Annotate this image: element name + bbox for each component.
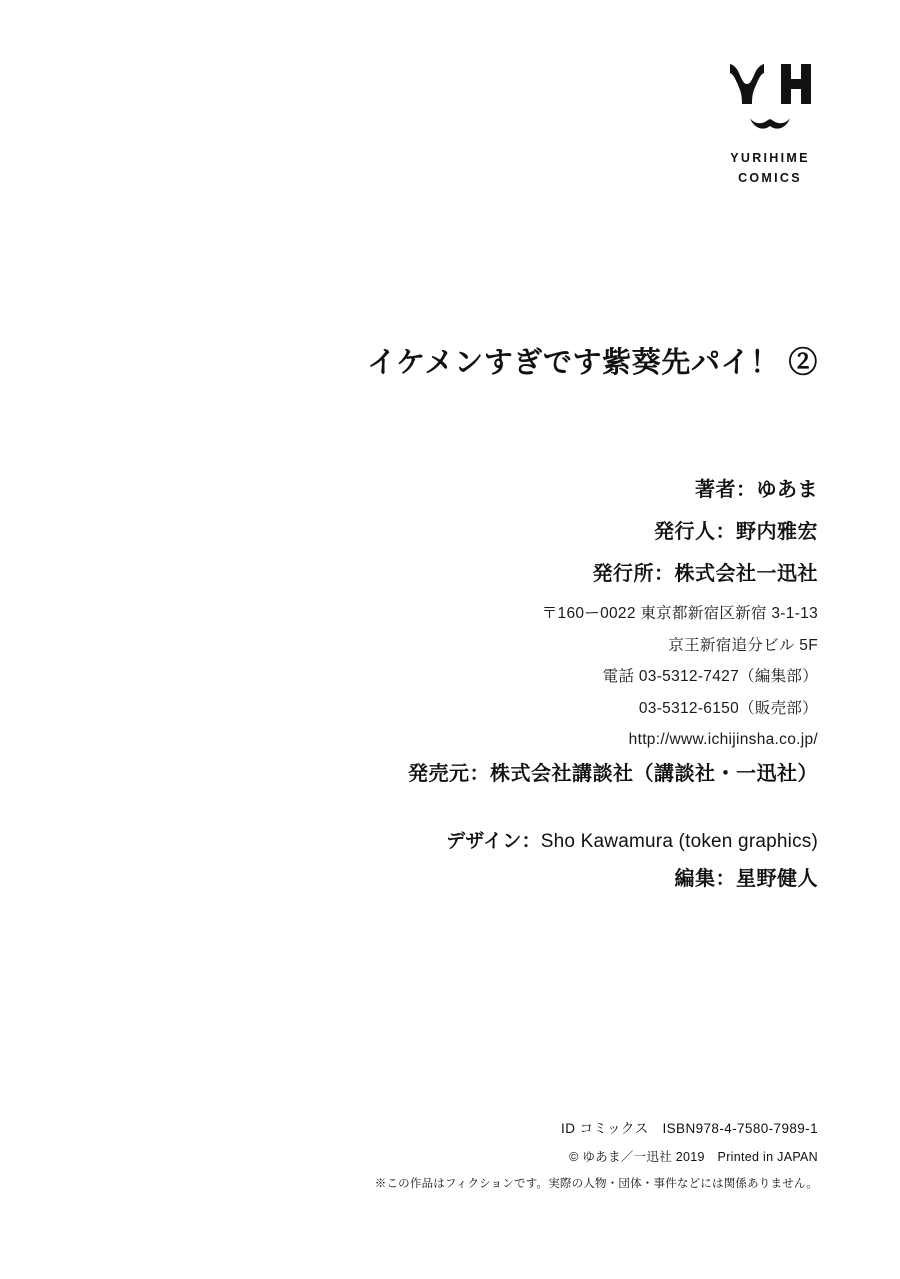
address-line-1: 〒160ー0022 東京都新宿区新宿 3-1-13: [541, 605, 818, 622]
design-label: デザイン：: [446, 830, 541, 852]
copyright-line: © ゆあま／一迅社 2019 Printed in JAPAN: [569, 1150, 818, 1164]
publisher-logo-text: [730, 149, 810, 188]
publisher-logo: [0, 62, 818, 188]
isbn-line: ID コミックス ISBN978-4-7580-7989-1: [561, 1121, 818, 1136]
book-title: イケメンすぎです紫葵先パイ！ ②: [367, 347, 818, 379]
logo-smile-icon: [748, 116, 792, 132]
publishing-house-line: 発行所：株式会社一迅社: [592, 563, 818, 585]
logo-mark: [722, 62, 818, 188]
design-value: Sho Kawamura (token graphics): [540, 830, 818, 852]
logo-text-line-1: YURIHIME: [730, 151, 810, 165]
phone-sales-line: 03-5312-6150（販売部）: [638, 699, 818, 717]
publisher-person-line: 発行人：野内雅宏: [654, 521, 818, 543]
logo-letters: [728, 62, 813, 106]
logo-letter-h-icon: [779, 62, 813, 106]
distributor-line: 発売元：株式会社講談社（講談社・一迅社）: [408, 762, 818, 785]
disclaimer-line: ※この作品はフィクションです。実際の人物・団体・事件などには関係ありません。: [374, 1178, 818, 1190]
colophon-block: [0, 480, 818, 911]
author-line: 著者：ゆあま: [695, 479, 818, 501]
logo-letter-y-icon: [728, 62, 766, 106]
page-footer: [0, 1117, 818, 1191]
publisher-url[interactable]: http://www.ichijinsha.co.jp/: [628, 731, 818, 748]
phone-editorial-line: 電話 03-5312-7427（編集部）: [602, 668, 818, 685]
logo-text-line-2: COMICS: [738, 170, 802, 185]
design-line: [0, 832, 818, 851]
editor-line: 編集：星野健人: [674, 867, 818, 890]
address-line-2: 京王新宿追分ビル 5F: [668, 636, 818, 654]
